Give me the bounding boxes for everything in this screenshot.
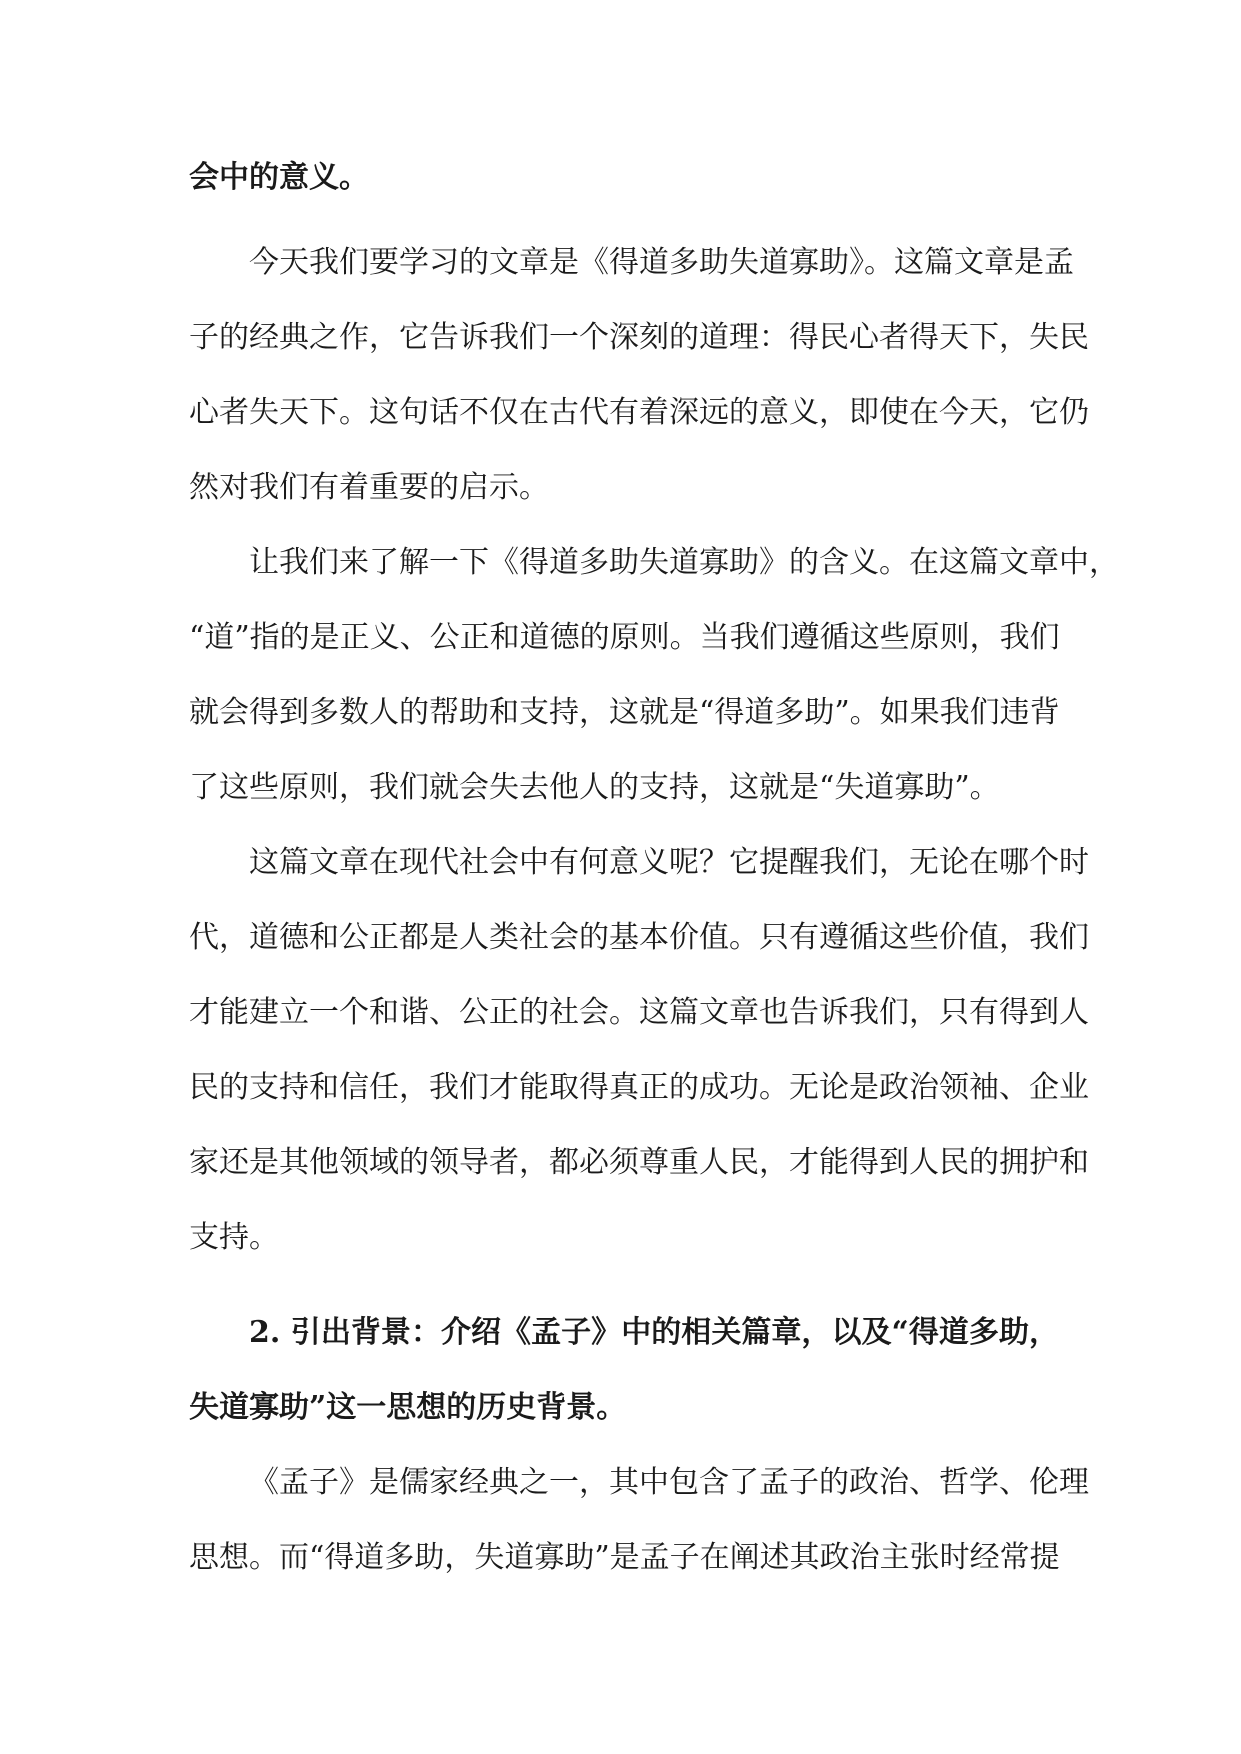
- heading-line: 2. 引出背景：介绍《孟子》中的相关篇章，以及“得道多助，: [249, 1315, 1059, 1350]
- text-line: 让我们来了解一下《得道多助失道寡助》的含义。在这篇文章中，: [249, 545, 1119, 580]
- text-line: 这篇文章在现代社会中有何意义呢？它提醒我们，无论在哪个时: [249, 845, 1089, 880]
- text-line: 了这些原则，我们就会失去他人的支持，这就是“失道寡助”。: [189, 770, 1000, 805]
- text-line: 《孟子》是儒家经典之一，其中包含了孟子的政治、哲学、伦理: [249, 1465, 1089, 1500]
- paragraph-1: [189, 225, 1089, 525]
- paragraph-3: [189, 825, 1089, 1275]
- text-line: 就会得到多数人的帮助和支持，这就是“得道多助”。如果我们违背: [189, 695, 1060, 730]
- text-line: 子的经典之作，它告诉我们一个深刻的道理：得民心者得天下，失民: [189, 320, 1089, 355]
- heading-line: 失道寡助”这一思想的历史背景。: [189, 1390, 627, 1425]
- text-line: 然对我们有着重要的启示。: [189, 470, 549, 505]
- text-line: 今天我们要学习的文章是《得道多助失道寡助》。这篇文章是孟: [249, 245, 1074, 280]
- text-line: 心者失天下。这句话不仅在古代有着深远的意义，即使在今天，它仍: [189, 395, 1089, 430]
- text-line: 才能建立一个和谐、公正的社会。这篇文章也告诉我们，只有得到人: [189, 995, 1089, 1030]
- text-line: 支持。: [189, 1220, 279, 1255]
- text-line: 代，道德和公正都是人类社会的基本价值。只有遵循这些价值，我们: [189, 920, 1089, 955]
- text-line: 思想。而“得道多助，失道寡助”是孟子在阐述其政治主张时经常提: [189, 1540, 1060, 1575]
- paragraph-4: [189, 1445, 1089, 1595]
- text-line: “道”指的是正义、公正和道德的原则。当我们遵循这些原则，我们: [189, 620, 1060, 655]
- heading-continuation: 会中的意义。: [189, 160, 369, 195]
- text-line: 民的支持和信任，我们才能取得真正的成功。无论是政治领袖、企业: [189, 1070, 1089, 1105]
- document-body: [189, 140, 1119, 1595]
- text-line: 家还是其他领域的领导者，都必须尊重人民，才能得到人民的拥护和: [189, 1145, 1089, 1180]
- section-heading-2: [189, 1295, 1059, 1445]
- paragraph-2: [189, 525, 1119, 825]
